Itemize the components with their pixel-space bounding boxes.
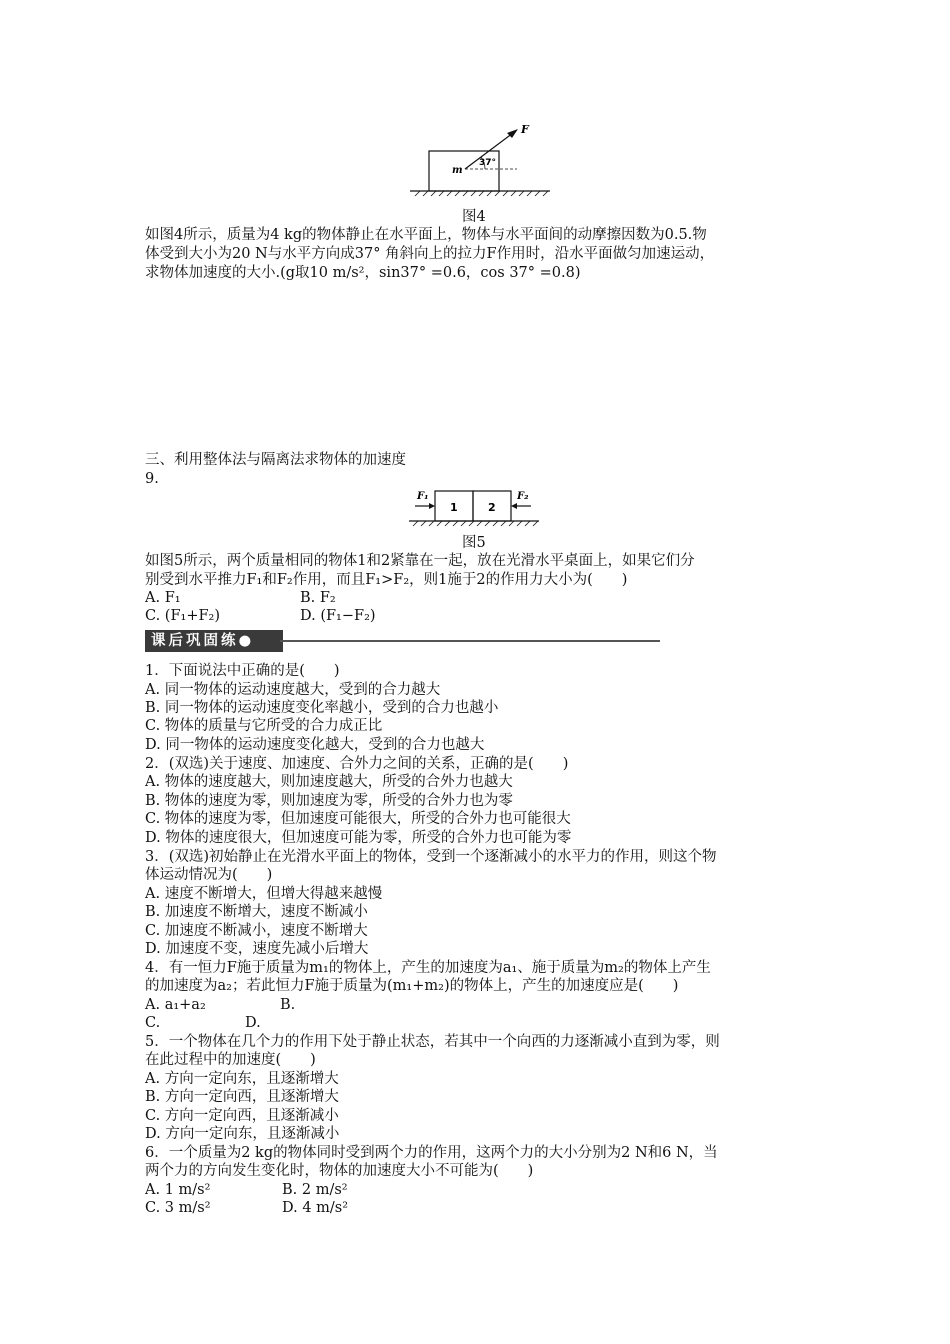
hw-q3-b: B. 加速度不断增大，速度不断减小 (145, 904, 368, 920)
arrow-head-F1-icon (429, 503, 435, 509)
hw-q2-a: A. 物体的速度越大，则加速度越大，所受的合外力也越大 (145, 774, 513, 790)
label-m: m (452, 165, 463, 176)
label-F1: F₁ (417, 491, 429, 502)
block-1-label: 1 (450, 501, 458, 514)
hw-q5-a: A. 方向一定向东，且逐渐增大 (145, 1071, 339, 1087)
block-2-label: 2 (488, 501, 496, 514)
hw-q1: 1．下面说法中正确的是( ) (145, 663, 340, 679)
hw-q4-b: B. (280, 997, 296, 1013)
label-angle: 37° (479, 158, 497, 168)
hw-q6-line-2: 两个力的方向发生变化时，物体的加速度大小不可能为( ) (145, 1163, 534, 1179)
hw-q4-line-2: 的加速度为a₂；若此恒力F施于质量为(m₁+m₂)的物体上，产生的加速度应是( ) (145, 978, 679, 994)
hw-q3-line-2: 体运动情况为( ) (145, 867, 273, 883)
q9-option-b: B. F₂ (300, 590, 336, 606)
hw-q1-d: D. 同一物体的运动速度变化越大，受到的合力也越大 (145, 737, 485, 753)
hw-q4-a: A. a₁+a₂ (145, 997, 206, 1013)
hw-q6-a: A. 1 m/s² (145, 1182, 211, 1198)
figure-5-diagram (407, 485, 542, 533)
q9-line-2: 别受到水平推力F₁和F₂作用，而且F₁>F₂，则1施于2的作用力大小为( ) (145, 572, 628, 588)
hw-q2-d: D. 物体的速度很大，但加速度可能为零，所受的合外力也可能为零 (145, 830, 572, 846)
figure-4-caption: 图4 (462, 209, 486, 225)
q8-line-2: 体受到大小为20 N与水平方向成37° 角斜向上的拉力F作用时，沿水平面做匀加速运动， (145, 246, 715, 262)
hw-q6-c: C. 3 m/s² (145, 1200, 211, 1216)
block-m (429, 151, 499, 191)
hw-q3-d: D. 加速度不变，速度先减小后增大 (145, 941, 369, 957)
q8-line-3: 求物体加速度的大小.(g取10 m/s²，sin37° =0.6，cos 37° =0.8) (145, 265, 581, 281)
q9-option-c: C. (F₁+F₂) (145, 608, 221, 624)
hw-q3-line-1: 3．(双选)初始静止在光滑水平面上的物体，受到一个逐渐减小的水平力的作用，则这个物 (145, 849, 717, 865)
hw-q3-a: A. 速度不断增大，但增大得越来越慢 (145, 886, 383, 902)
q8-line-1: 如图4所示，质量为4 kg的物体静止在水平面上，物体与水平面间的动摩擦因数为0.5.物 (145, 227, 707, 243)
arrow-head-F2-icon (511, 503, 517, 509)
hw-q2: 2．(双选)关于速度、加速度、合外力之间的关系，正确的是( ) (145, 756, 569, 772)
hw-q6-d: D. 4 m/s² (282, 1200, 349, 1216)
q9-option-d: D. (F₁−F₂) (300, 608, 376, 624)
section-banner: 课后巩固练● (145, 630, 283, 652)
hw-q4-c: C. (145, 1015, 161, 1031)
hw-q6-b: B. 2 m/s² (282, 1182, 348, 1198)
hw-q2-c: C. 物体的速度为零，但加速度可能很大，所受的合外力也可能很大 (145, 811, 571, 827)
q9-option-a: A. F₁ (145, 590, 181, 606)
hw-q5-line-1: 5．一个物体在几个力的作用下处于静止状态，若其中一个向西的力逐渐减小直到为零，则 (145, 1034, 720, 1050)
label-F2: F₂ (517, 491, 529, 502)
section-3-title: 三、利用整体法与隔离法求物体的加速度 (145, 452, 406, 468)
hw-q1-b: B. 同一物体的运动速度变化率越小，受到的合力也越小 (145, 700, 499, 716)
hw-q5-line-2: 在此过程中的加速度( ) (145, 1052, 316, 1068)
q9-number: 9. (145, 471, 159, 487)
hw-q6-line-1: 6．一个质量为2 kg的物体同时受到两个力的作用，这两个力的大小分别为2 N和6 N，当 (145, 1145, 718, 1161)
hw-q5-d: D. 方向一定向东，且逐渐减小 (145, 1126, 340, 1142)
hw-q1-c: C. 物体的质量与它所受的合力成正比 (145, 718, 383, 734)
hw-q3-c: C. 加速度不断减小，速度不断增大 (145, 923, 368, 939)
hw-q4-d: D. (245, 1015, 261, 1031)
hw-q4-line-1: 4．有一恒力F施于质量为m₁的物体上，产生的加速度为a₁、施于质量为m₂的物体上产生 (145, 960, 711, 976)
hw-q5-b: B. 方向一定向西，且逐渐增大 (145, 1089, 339, 1105)
label-F: F (521, 123, 529, 136)
figure-5-caption: 图5 (462, 535, 486, 551)
hw-q2-b: B. 物体的速度为零，则加速度为零，所受的合外力也为零 (145, 793, 513, 809)
figure-4-diagram (405, 120, 555, 204)
hw-q5-c: C. 方向一定向西，且逐渐减小 (145, 1108, 339, 1124)
q9-line-1: 如图5所示，两个质量相同的物体1和2紧靠在一起，放在光滑水平桌面上，如果它们分 (145, 553, 695, 569)
banner-divider (280, 640, 660, 642)
hw-q1-a: A. 同一物体的运动速度越大，受到的合力越大 (145, 682, 441, 698)
